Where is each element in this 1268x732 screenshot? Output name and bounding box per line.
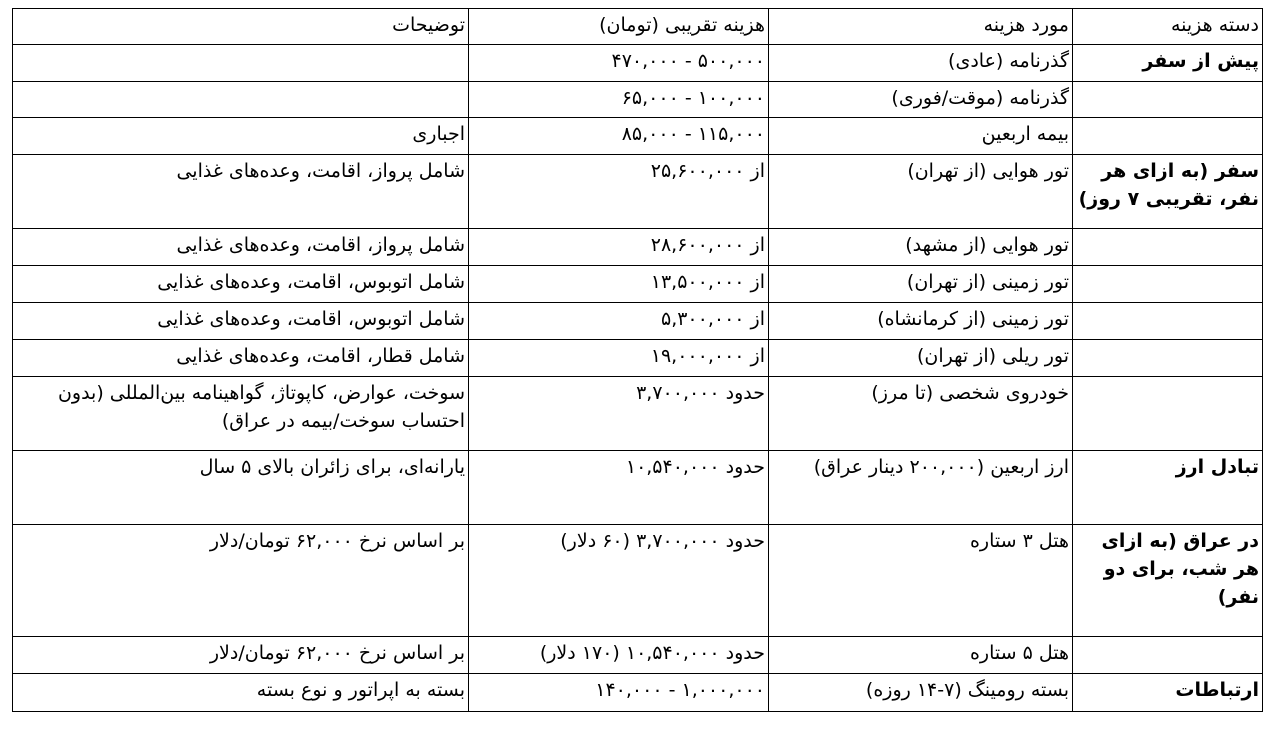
table-row xyxy=(13,229,1263,266)
cost-cell: حدود ۳,۷۰۰,۰۰۰ (۶۰ دلار) xyxy=(469,525,769,637)
category-cell xyxy=(1073,303,1263,340)
item-cell: تور هوایی (از مشهد) xyxy=(769,229,1073,266)
header-cost: هزینه تقریبی (تومان) xyxy=(469,9,769,45)
category-cell xyxy=(1073,82,1263,118)
table-row xyxy=(13,377,1263,451)
table-row xyxy=(13,303,1263,340)
notes-cell: شامل پرواز، اقامت، وعده‌های غذایی xyxy=(13,155,469,229)
category-cell xyxy=(1073,340,1263,377)
item-cell: تور ریلی (از تهران) xyxy=(769,340,1073,377)
notes-cell: شامل پرواز، اقامت، وعده‌های غذایی xyxy=(13,229,469,266)
item-cell: خودروی شخصی (تا مرز) xyxy=(769,377,1073,451)
notes-cell: شامل قطار، اقامت، وعده‌های غذایی xyxy=(13,340,469,377)
category-cell xyxy=(1073,118,1263,155)
cost-cell: حدود ۱۰,۵۴۰,۰۰۰ xyxy=(469,451,769,525)
table-row xyxy=(13,155,1263,229)
item-cell: هتل ۳ ستاره xyxy=(769,525,1073,637)
item-cell: تور زمینی (از تهران) xyxy=(769,266,1073,303)
category-cell xyxy=(1073,377,1263,451)
notes-cell: سوخت، عوارض، کاپوتاژ، گواهینامه بین‌المللی (بدون احتساب سوخت/بیمه در عراق) xyxy=(13,377,469,451)
table-row xyxy=(13,118,1263,155)
header-notes: توضیحات xyxy=(13,9,469,45)
item-cell: گذرنامه (عادی) xyxy=(769,45,1073,82)
item-cell: بسته رومینگ (۷-۱۴ روزه) xyxy=(769,674,1073,712)
cost-cell: ۱۰۰,۰۰۰ - ۶۵,۰۰۰ xyxy=(469,82,769,118)
item-cell: تور هوایی (از تهران) xyxy=(769,155,1073,229)
cost-cell: ۱,۰۰۰,۰۰۰ - ۱۴۰,۰۰۰ xyxy=(469,674,769,712)
cost-cell: حدود ۱۰,۵۴۰,۰۰۰ (۱۷۰ دلار) xyxy=(469,637,769,674)
item-cell: تور زمینی (از کرمانشاه) xyxy=(769,303,1073,340)
cost-cell: ۵۰۰,۰۰۰ - ۴۷۰,۰۰۰ xyxy=(469,45,769,82)
cost-table xyxy=(12,8,1263,712)
notes-cell: بر اساس نرخ ۶۲,۰۰۰ تومان/دلار xyxy=(13,525,469,637)
item-cell: ارز اربعین (۲۰۰,۰۰۰ دینار عراق) xyxy=(769,451,1073,525)
category-cell: در عراق (به ازای هر شب، برای دو نفر) xyxy=(1073,525,1263,637)
category-cell xyxy=(1073,229,1263,266)
cost-cell: از ۲۸,۶۰۰,۰۰۰ xyxy=(469,229,769,266)
notes-cell xyxy=(13,45,469,82)
header-category: دسته هزینه xyxy=(1073,9,1263,45)
table-header-row xyxy=(13,9,1263,45)
table-row xyxy=(13,82,1263,118)
cost-cell: از ۱۹,۰۰۰,۰۰۰ xyxy=(469,340,769,377)
header-item: مورد هزینه xyxy=(769,9,1073,45)
notes-cell: بر اساس نرخ ۶۲,۰۰۰ تومان/دلار xyxy=(13,637,469,674)
cost-cell: از ۵,۳۰۰,۰۰۰ xyxy=(469,303,769,340)
notes-cell: اجباری xyxy=(13,118,469,155)
table-row xyxy=(13,266,1263,303)
category-cell: ارتباطات xyxy=(1073,674,1263,712)
category-cell: تبادل ارز xyxy=(1073,451,1263,525)
cost-cell: از ۱۳,۵۰۰,۰۰۰ xyxy=(469,266,769,303)
table-row xyxy=(13,45,1263,82)
notes-cell xyxy=(13,82,469,118)
notes-cell: بسته به اپراتور و نوع بسته xyxy=(13,674,469,712)
notes-cell: شامل اتوبوس، اقامت، وعده‌های غذایی xyxy=(13,303,469,340)
cost-cell: ۱۱۵,۰۰۰ - ۸۵,۰۰۰ xyxy=(469,118,769,155)
item-cell: هتل ۵ ستاره xyxy=(769,637,1073,674)
table-row xyxy=(13,525,1263,637)
cost-table-wrapper xyxy=(12,8,1262,712)
category-cell xyxy=(1073,637,1263,674)
table-row xyxy=(13,674,1263,712)
cost-cell: از ۲۵,۶۰۰,۰۰۰ xyxy=(469,155,769,229)
table-row xyxy=(13,637,1263,674)
category-cell: پیش از سفر xyxy=(1073,45,1263,82)
cost-cell: حدود ۳,۷۰۰,۰۰۰ xyxy=(469,377,769,451)
category-cell xyxy=(1073,266,1263,303)
item-cell: گذرنامه (موقت/فوری) xyxy=(769,82,1073,118)
notes-cell: یارانه‌ای، برای زائران بالای ۵ سال xyxy=(13,451,469,525)
category-cell: سفر (به ازای هر نفر، تقریبی ۷ روز) xyxy=(1073,155,1263,229)
table-row xyxy=(13,340,1263,377)
table-row xyxy=(13,451,1263,525)
notes-cell: شامل اتوبوس، اقامت، وعده‌های غذایی xyxy=(13,266,469,303)
item-cell: بیمه اربعین xyxy=(769,118,1073,155)
